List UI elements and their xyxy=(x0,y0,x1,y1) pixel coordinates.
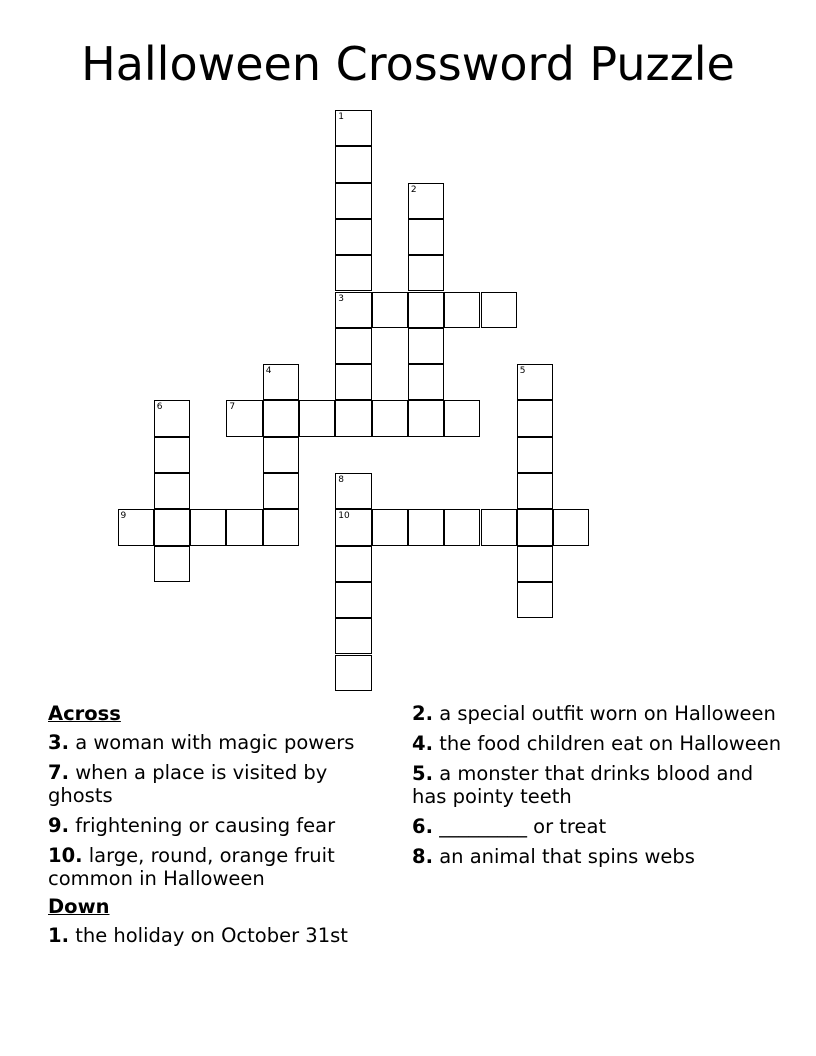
clues-right-column xyxy=(412,702,782,875)
page-title: Halloween Crossword Puzzle xyxy=(81,37,735,91)
crossword-cell[interactable] xyxy=(481,292,517,328)
crossword-cell[interactable] xyxy=(408,364,444,400)
across-heading: Across xyxy=(48,702,121,725)
cell-number: 6 xyxy=(156,402,163,413)
crossword-cell[interactable] xyxy=(263,437,299,473)
crossword-cell[interactable] xyxy=(154,546,190,582)
crossword-cell[interactable] xyxy=(118,509,154,545)
crossword-cell[interactable] xyxy=(335,219,371,255)
clue-down-8 xyxy=(412,845,782,868)
crossword-cell[interactable] xyxy=(335,509,371,545)
crossword-cell[interactable] xyxy=(154,400,190,436)
crossword-cell[interactable] xyxy=(299,400,335,436)
crossword-cell[interactable] xyxy=(335,400,371,436)
crossword-cell[interactable] xyxy=(553,509,589,545)
clue-down-5 xyxy=(412,762,782,808)
crossword-cell[interactable] xyxy=(335,146,371,182)
clue-across-3 xyxy=(48,731,393,754)
cell-number: 10 xyxy=(338,511,350,522)
clue-text: _________ or treat xyxy=(439,815,607,838)
clue-text: when a place is visited by ghosts xyxy=(48,761,328,807)
crossword-cell[interactable] xyxy=(517,509,553,545)
crossword-cell[interactable] xyxy=(154,509,190,545)
crossword-cell[interactable] xyxy=(263,364,299,400)
crossword-cell[interactable] xyxy=(408,219,444,255)
down-heading: Down xyxy=(48,895,110,918)
clue-number: 2. xyxy=(412,702,433,725)
clue-text: a woman with magic powers xyxy=(75,731,355,754)
cell-number: 9 xyxy=(120,511,127,522)
crossword-cell[interactable] xyxy=(335,255,371,291)
crossword-cell[interactable] xyxy=(335,364,371,400)
cell-number: 5 xyxy=(519,366,526,377)
crossword-cell[interactable] xyxy=(335,110,371,146)
crossword-cell[interactable] xyxy=(408,292,444,328)
clue-down-2 xyxy=(412,702,782,725)
crossword-cell[interactable] xyxy=(372,292,408,328)
crossword-cell[interactable] xyxy=(408,400,444,436)
clue-down-1 xyxy=(48,924,393,947)
clue-number: 1. xyxy=(48,924,69,947)
clue-across-9 xyxy=(48,814,393,837)
clue-number: 10. xyxy=(48,844,83,867)
clues-left-column xyxy=(48,702,393,954)
crossword-cell[interactable] xyxy=(263,473,299,509)
crossword-cell[interactable] xyxy=(372,509,408,545)
crossword-cell[interactable] xyxy=(335,546,371,582)
crossword-cell[interactable] xyxy=(408,183,444,219)
crossword-cell[interactable] xyxy=(408,255,444,291)
clue-text: the food children eat on Halloween xyxy=(439,732,782,755)
crossword-cell[interactable] xyxy=(517,473,553,509)
clue-text: frightening or causing fear xyxy=(75,814,336,837)
cell-number: 8 xyxy=(338,475,345,485)
crossword-cell[interactable] xyxy=(444,400,480,436)
crossword-cell[interactable] xyxy=(517,400,553,436)
clue-down-6 xyxy=(412,815,782,838)
clue-text: large, round, orange fruit common in Halloween xyxy=(48,844,335,890)
crossword-cell[interactable] xyxy=(190,509,226,545)
cell-number: 4 xyxy=(265,366,272,377)
clue-down-4 xyxy=(412,732,782,755)
crossword-cell[interactable] xyxy=(444,509,480,545)
clue-number: 8. xyxy=(412,845,433,868)
cell-number: 2 xyxy=(410,184,417,195)
crossword-cell[interactable] xyxy=(408,328,444,364)
crossword-cell[interactable] xyxy=(444,292,480,328)
crossword-cell[interactable] xyxy=(408,509,444,545)
crossword-cell[interactable] xyxy=(263,400,299,436)
crossword-cell[interactable] xyxy=(335,618,371,654)
crossword-cell[interactable] xyxy=(263,509,299,545)
crossword-cell[interactable] xyxy=(517,364,553,400)
crossword-cell[interactable] xyxy=(481,509,517,545)
cell-number: 3 xyxy=(338,293,345,304)
clue-text: the holiday on October 31st xyxy=(75,924,348,947)
crossword-cell[interactable] xyxy=(154,437,190,473)
crossword-cell[interactable] xyxy=(517,437,553,473)
crossword-cell[interactable] xyxy=(335,473,371,509)
clue-text: an animal that spins webs xyxy=(439,845,695,868)
clue-number: 5. xyxy=(412,762,433,785)
crossword-cell[interactable] xyxy=(226,400,262,436)
clue-across-10 xyxy=(48,844,393,890)
crossword-cell[interactable] xyxy=(335,582,371,618)
crossword-cell[interactable] xyxy=(335,292,371,328)
cell-number: 1 xyxy=(338,112,345,122)
cell-number: 7 xyxy=(229,402,236,413)
clue-number: 6. xyxy=(412,815,433,838)
clue-number: 3. xyxy=(48,731,69,754)
crossword-cell[interactable] xyxy=(154,473,190,509)
crossword-cell[interactable] xyxy=(335,328,371,364)
clue-text: a special outfit worn on Halloween xyxy=(439,702,776,725)
clue-number: 9. xyxy=(48,814,69,837)
clue-number: 7. xyxy=(48,761,69,784)
crossword-cell[interactable] xyxy=(335,183,371,219)
crossword-cell[interactable] xyxy=(226,509,262,545)
crossword-cell[interactable] xyxy=(517,582,553,618)
clue-number: 4. xyxy=(412,732,433,755)
clue-across-7 xyxy=(48,761,393,807)
crossword-cell[interactable] xyxy=(372,400,408,436)
crossword-cell[interactable] xyxy=(335,655,371,691)
crossword-cell[interactable] xyxy=(517,546,553,582)
clue-text: a monster that drinks blood and has pointy teeth xyxy=(412,762,754,808)
